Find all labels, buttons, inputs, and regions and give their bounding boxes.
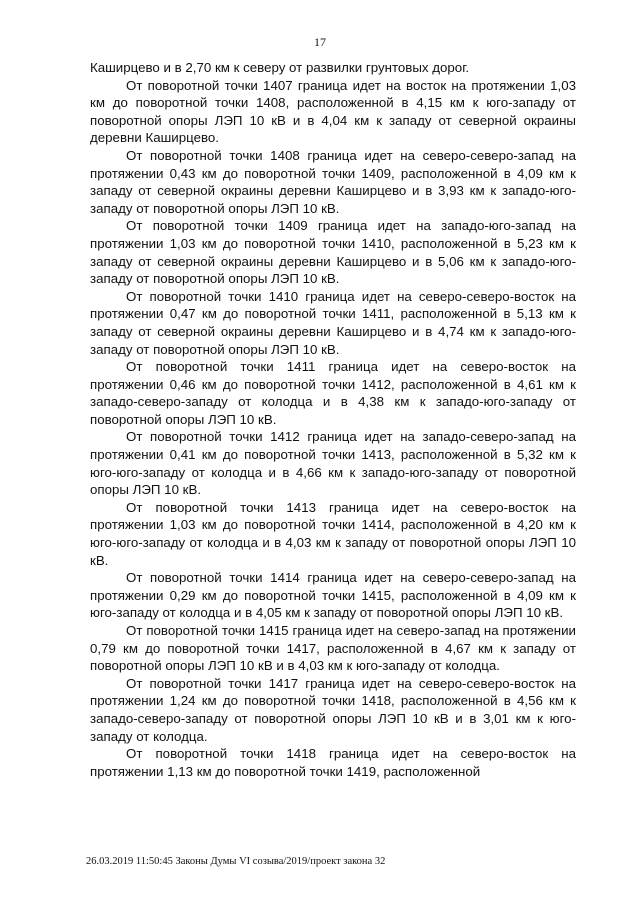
paragraph-point-1414: От поворотной точки 1414 граница идет на северо-северо-запад на протяжении 0,29 км до поворотной точки 1415, расположенной в 4,09 км к юго-западу от колодца и в 4,05 км к западу от поворотной опоры ЛЭП 10 кВ. (90, 570, 576, 621)
paragraph-point-1413: От поворотной точки 1413 граница идет на северо-восток на протяжении 1,03 км до поворотной точки 1414, расположенной в 4,20 км к юго-юго-западу от колодца и в 4,03 км к западу от поворотной опоры ЛЭП 10 кВ. (90, 499, 576, 568)
paragraph-point-1411: От поворотной точки 1411 граница идет на северо-восток на протяжении 0,46 км до поворотной точки 1412, расположенной в 4,61 км к западо-северо-западу от колодца и в 4,38 км к западо-юго-западу от поворотной опоры ЛЭП 10 кВ. (90, 359, 576, 427)
paragraph-point-1410: От поворотной точки 1410 граница идет на северо-северо-восток на протяжении 0,47 км до поворотной точки 1411, расположенной в 5,13 км к западу от северной окраины деревни Каширцево и в 4,74 км к западо-юго-западу от поворотной опоры ЛЭП 10 кВ. (90, 288, 576, 357)
paragraph-point-1407: От поворотной точки 1407 граница идет на восток на протяжении 1,03 км до поворотной точки 1408, расположенной в 4,15 км к юго-западу от поворотной опоры ЛЭП 10 кВ и в 4,04 км к западу от северной окраины деревни Каширцево. (90, 77, 576, 146)
paragraph-point-1409: От поворотной точки 1409 граница идет на западо-юго-запад на протяжении 1,03 км до поворотной точки 1410, расположенной в 5,23 км к западу от северной окраины деревни Каширцево и в 5,06 км к западо-юго-западу от поворотной опоры ЛЭП 10 кВ. (90, 218, 576, 287)
page-footer: 26.03.2019 11:50:45 Законы Думы VI созыва/2019/проект закона 32 (86, 856, 386, 867)
paragraph-point-1418: От поворотной точки 1418 граница идет на северо-восток на протяжении 1,13 км до поворотной точки 1419, расположенной (90, 746, 576, 779)
document-body (90, 59, 576, 780)
paragraph-point-1417: От поворотной точки 1417 граница идет на северо-северо-восток на протяжении 1,24 км до поворотной точки 1418, расположенной в 4,56 км к западо-северо-западу от поворотной опоры ЛЭП 10 кВ и в 3,01 км к юго-западу от колодца. (90, 675, 576, 744)
page-number: 17 (314, 35, 326, 49)
paragraph-continued: Каширцево и в 2,70 км к северу от развилки грунтовых дорог. (90, 60, 470, 75)
paragraph-point-1408: От поворотной точки 1408 граница идет на северо-северо-запад на протяжении 0,43 км до поворотной точки 1409, расположенной в 4,09 км к западу от северной окраины деревни Каширцево и в 3,93 км к западо-юго-западу от поворотной опоры ЛЭП 10 кВ. (90, 147, 576, 216)
paragraph-point-1412: От поворотной точки 1412 граница идет на западо-северо-запад на протяжении 0,41 км до поворотной точки 1413, расположенной в 5,32 км к юго-юго-западу от колодца и в 4,66 км к западо-юго-западу от поворотной опоры ЛЭП 10 кВ. (90, 429, 576, 498)
paragraph-point-1415: От поворотной точки 1415 граница идет на северо-запад на протяжении 0,79 км до поворотной точки 1417, расположенной в 4,67 км к западу от поворотной опоры ЛЭП 10 кВ и в 4,03 км к юго-западу от колодца. (90, 623, 576, 674)
